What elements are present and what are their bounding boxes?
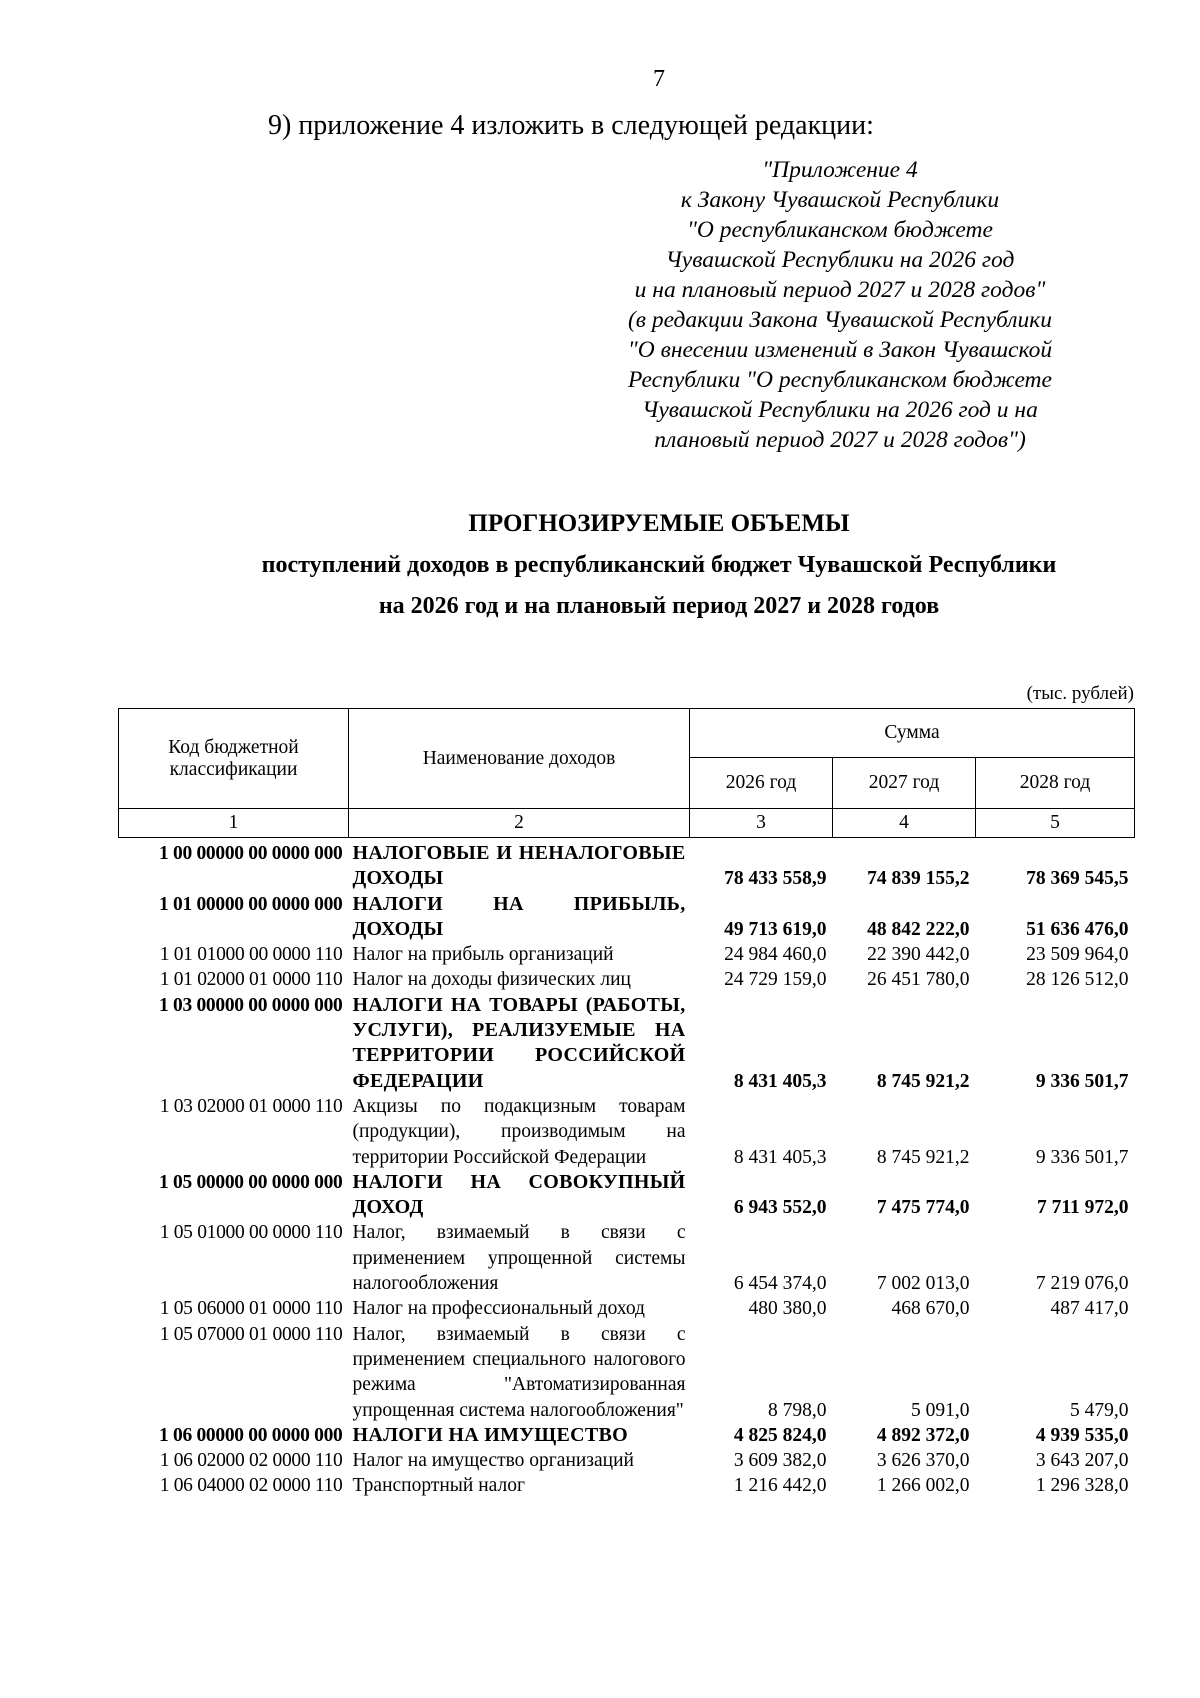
row-code: 1 01 00000 00 0000 000 <box>158 893 343 915</box>
annex-reference <box>560 155 1120 455</box>
row-value-2028: 7 711 972,0 <box>1036 1197 1129 1219</box>
row-value-2028: 9 336 501,7 <box>1035 1070 1129 1092</box>
row-value-2026: 24 984 460,0 <box>724 944 827 966</box>
row-name: Налог на профессиональный доход <box>352 1298 645 1320</box>
row-value-2028: 4 939 535,0 <box>1035 1424 1129 1446</box>
row-code: 1 01 02000 01 0000 110 <box>159 969 343 991</box>
row-value-2026: 8 431 405,3 <box>733 1146 827 1168</box>
row-value-2026: 6 943 552,0 <box>733 1197 827 1219</box>
row-code: 1 05 01000 00 0000 110 <box>159 1222 343 1244</box>
table-header <box>119 709 1135 838</box>
row-name: НАЛОГИ НА СОВОКУПНЫЙ ДОХОД <box>352 1170 686 1219</box>
table-row <box>119 1094 1135 1170</box>
row-value-2027: 48 842 222,0 <box>867 918 970 940</box>
row-code: 1 06 02000 02 0000 110 <box>159 1450 343 1472</box>
row-value-2028: 23 509 964,0 <box>1026 944 1129 966</box>
column-number: 2 <box>349 809 690 838</box>
row-value-2026: 24 729 159,0 <box>724 969 827 991</box>
table-row <box>119 942 1135 967</box>
header-code: Код бюджетной классификации <box>119 709 349 809</box>
row-value-2027: 26 451 780,0 <box>867 969 970 991</box>
annex-line: (в редакции Закона Чувашской Республики <box>627 307 1053 333</box>
header-year-2027: 2027 год <box>833 758 976 809</box>
row-name: Налог, взимаемый в связи с применением упрощенной системы налогообложения <box>352 1222 686 1295</box>
table-row <box>119 838 1135 892</box>
row-value-2027: 5 091,0 <box>911 1399 970 1421</box>
row-name: НАЛОГОВЫЕ И НЕНАЛОГОВЫЕ ДОХОДЫ <box>352 842 686 890</box>
units-note: (тыс. рублей) <box>1026 683 1134 704</box>
header-sum: Сумма <box>690 709 1135 758</box>
row-value-2027: 7 002 013,0 <box>876 1273 970 1295</box>
row-value-2026: 3 609 382,0 <box>733 1450 827 1472</box>
row-name: Транспортный налог <box>352 1475 525 1497</box>
revenue-table <box>118 708 1135 1499</box>
annex-line: "О республиканском бюджете <box>687 217 993 243</box>
row-name: Налог на имущество организаций <box>352 1450 634 1472</box>
table-body <box>119 838 1135 1499</box>
table-row <box>119 1473 1135 1498</box>
row-code: 1 05 07000 01 0000 110 <box>159 1323 343 1345</box>
row-value-2027: 3 626 370,0 <box>876 1450 970 1472</box>
row-value-2028: 51 636 476,0 <box>1026 918 1129 940</box>
row-value-2027: 468 670,0 <box>891 1298 970 1320</box>
row-code: 1 01 01000 00 0000 110 <box>159 944 343 966</box>
row-value-2028: 5 479,0 <box>1070 1399 1129 1421</box>
row-value-2026: 480 380,0 <box>748 1298 827 1320</box>
row-value-2027: 8 745 921,2 <box>876 1146 970 1168</box>
row-value-2026: 8 431 405,3 <box>733 1070 827 1092</box>
row-name: НАЛОГИ НА ПРИБЫЛЬ, ДОХОДЫ <box>352 892 686 940</box>
row-code: 1 00 00000 00 0000 000 <box>158 843 343 864</box>
row-name: Налог, взимаемый в связи с применением специального налогового режима "Автоматизированная упрощенная система налогообложения" <box>352 1323 686 1421</box>
row-value-2028: 7 219 076,0 <box>1035 1273 1129 1295</box>
row-value-2026: 6 454 374,0 <box>733 1273 827 1295</box>
annex-line: "Приложение 4 <box>762 157 918 183</box>
row-code: 1 05 00000 00 0000 000 <box>158 1171 343 1193</box>
document-subtitle: поступлений доходов в республиканский бюджет Чувашской Республики <box>261 552 1057 578</box>
row-value-2027: 4 892 372,0 <box>876 1424 970 1446</box>
row-code: 1 06 00000 00 0000 000 <box>158 1424 343 1446</box>
annex-line: "О внесении изменений в Закон Чувашской <box>627 337 1053 363</box>
document-subtitle-period: на 2026 год и на плановый период 2027 и 2028 годов <box>378 593 940 619</box>
table-row <box>119 1296 1135 1321</box>
document-title: ПРОГНОЗИРУЕМЫЕ ОБЪЕМЫ <box>468 510 850 537</box>
header-name: Наименование доходов <box>349 709 690 809</box>
intro-paragraph: 9) приложение 4 изложить в следующей редакции: <box>268 110 874 141</box>
row-value-2028: 78 369 545,5 <box>1026 868 1129 890</box>
row-value-2026: 8 798,0 <box>768 1399 827 1421</box>
column-number: 5 <box>976 809 1135 838</box>
annex-line: к Закону Чувашской Республики <box>680 187 1000 213</box>
row-value-2027: 7 475 774,0 <box>876 1197 970 1219</box>
row-value-2026: 78 433 558,9 <box>724 868 827 890</box>
row-value-2027: 8 745 921,2 <box>876 1070 970 1092</box>
annex-line: и на плановый период 2027 и 2028 годов" <box>634 277 1046 303</box>
annex-line: Чувашской Республики на 2026 год и на <box>642 397 1038 423</box>
row-name: Налог на прибыль организаций <box>352 944 614 966</box>
header-year-2028: 2028 год <box>976 758 1135 809</box>
annex-line: Чувашской Республики на 2026 год <box>665 247 1015 273</box>
annex-line: Республики "О республиканском бюджете <box>628 367 1052 393</box>
row-code: 1 03 02000 01 0000 110 <box>159 1095 343 1117</box>
row-value-2027: 22 390 442,0 <box>867 944 970 966</box>
row-code: 1 05 06000 01 0000 110 <box>159 1298 343 1320</box>
table-row <box>119 1448 1135 1473</box>
column-number: 1 <box>119 809 349 838</box>
row-name: Акцизы по подакцизным товарам (продукции), производимым на территории Российской Федерации <box>352 1095 686 1168</box>
table-row <box>119 993 1135 1094</box>
page-number: 7 <box>653 66 665 92</box>
row-value-2027: 74 839 155,2 <box>867 868 970 890</box>
table-row <box>119 1170 1135 1221</box>
row-value-2028: 28 126 512,0 <box>1026 969 1129 991</box>
row-value-2026: 49 713 619,0 <box>724 918 827 940</box>
table-row <box>119 1423 1135 1448</box>
row-name: НАЛОГИ НА ИМУЩЕСТВО <box>352 1423 629 1446</box>
header-year-2026: 2026 год <box>690 758 833 809</box>
row-code: 1 06 04000 02 0000 110 <box>159 1475 343 1497</box>
row-name: Налог на доходы физических лиц <box>352 969 631 991</box>
column-number: 4 <box>833 809 976 838</box>
row-value-2028: 3 643 207,0 <box>1035 1450 1129 1472</box>
row-value-2026: 1 216 442,0 <box>733 1475 827 1497</box>
row-value-2028: 1 296 328,0 <box>1035 1475 1129 1497</box>
table-row <box>119 1322 1135 1423</box>
table-row <box>119 967 1135 992</box>
row-value-2028: 487 417,0 <box>1050 1298 1129 1320</box>
table-row <box>119 1220 1135 1296</box>
row-name: НАЛОГИ НА ТОВАРЫ (РАБОТЫ, УСЛУГИ), РЕАЛИЗУЕМЫЕ НА ТЕРРИТОРИИ РОССИЙСКОЙ ФЕДЕРАЦИИ <box>352 993 686 1092</box>
row-code: 1 03 00000 00 0000 000 <box>158 994 343 1016</box>
table-row <box>119 892 1135 943</box>
row-value-2027: 1 266 002,0 <box>876 1475 970 1497</box>
annex-line: плановый период 2027 и 2028 годов") <box>654 427 1026 453</box>
column-number: 3 <box>690 809 833 838</box>
row-value-2026: 4 825 824,0 <box>733 1424 827 1446</box>
row-value-2028: 9 336 501,7 <box>1035 1146 1129 1168</box>
